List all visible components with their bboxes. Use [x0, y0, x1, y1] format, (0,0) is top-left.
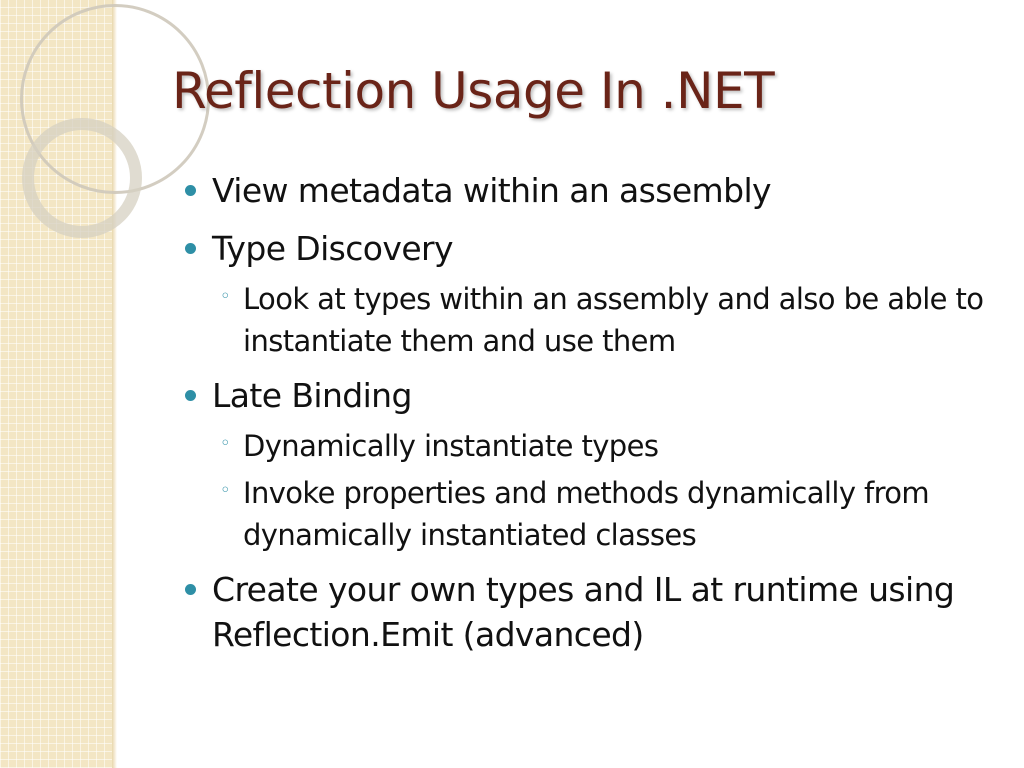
- bullet-item: [180, 168, 990, 213]
- bullet-item: [180, 373, 990, 418]
- sub-bullet-ring-icon: ◦: [220, 480, 231, 501]
- sub-bullet-item: [180, 472, 990, 556]
- bullet-text: Type Discovery: [212, 229, 453, 268]
- decorative-ring-small: [22, 118, 142, 238]
- bullet-text: Create your own types and IL at runtime using Reflection.Emit (advanced): [212, 570, 955, 654]
- bullet-text: Late Binding: [212, 376, 412, 415]
- sub-bullet-item: [180, 278, 990, 362]
- sub-bullet-text: Look at types within an assembly and also be able to instantiate them and use them: [243, 282, 984, 358]
- sub-bullet-text: Dynamically instantiate types: [243, 429, 659, 463]
- bullet-item: [180, 567, 990, 657]
- bullet-dot-icon: [185, 185, 196, 196]
- sub-bullet-ring-icon: ◦: [220, 433, 231, 454]
- sub-bullet-text: Invoke properties and methods dynamically from dynamically instantiated classes: [243, 476, 930, 552]
- sub-bullet-item: [180, 425, 990, 467]
- bullet-dot-icon: [185, 584, 196, 595]
- bullet-dot-icon: [185, 243, 196, 254]
- slide-body: [180, 168, 990, 670]
- bullet-item: [180, 226, 990, 271]
- bullet-dot-icon: [185, 390, 196, 401]
- slide-title: Reflection Usage In .NET: [172, 62, 775, 120]
- sub-bullet-ring-icon: ◦: [220, 286, 231, 307]
- bullet-text: View metadata within an assembly: [212, 171, 771, 210]
